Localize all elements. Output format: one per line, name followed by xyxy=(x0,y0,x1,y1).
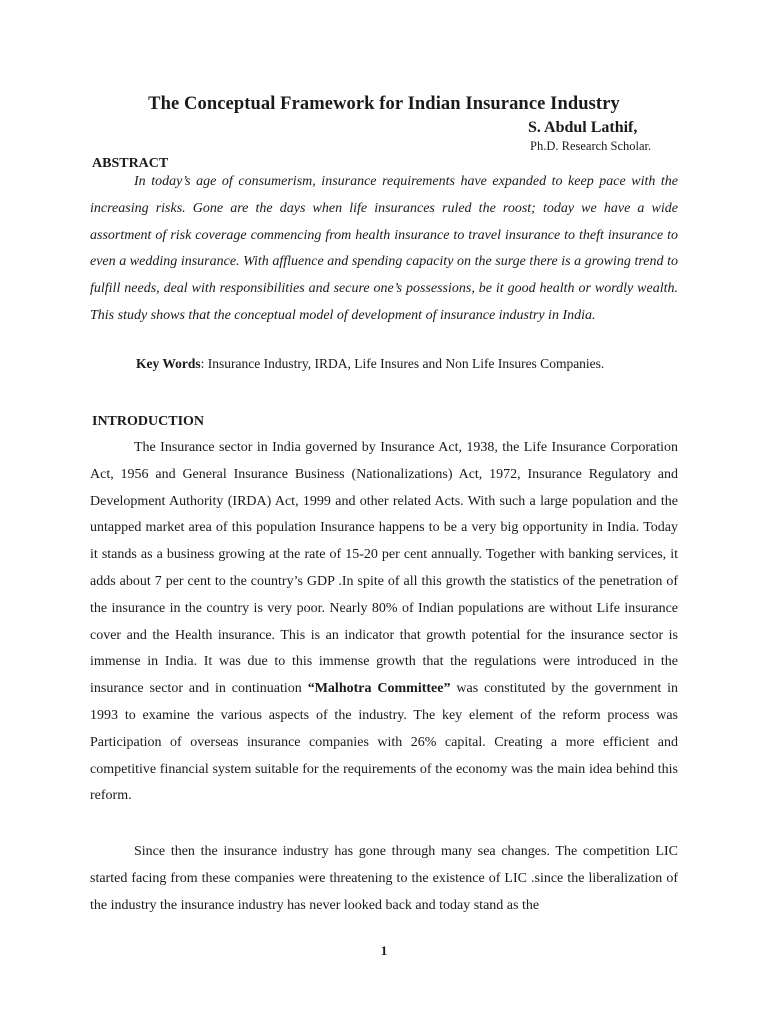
paragraph-1-text-end: was constituted by the government in 1993 to examine the various aspects of the industry. The key element of the reform process was Participation of overseas insurance companies with 26% capital. Creating a more efficient and competitive financial system suitable for the requirements of the economy was the main idea behind this reform. xyxy=(90,681,679,804)
abstract-text: In today’s age of consumerism, insurance requirements have expanded to keep pace with the increasing risks. Gone are the days when life insurances ruled the roost; today we have a wide assortment of risk coverage commencing from health insurance to travel insurance to theft insurance to even a wedding insurance. With affluence and spending capacity on the surge there is a growing trend to fulfill needs, deal with responsibilities and secure one’s possessions, be it good health or wordly wealth. This study shows that the conceptual model of development of insurance industry in India. xyxy=(90,174,678,323)
paper-title: The Conceptual Framework for Indian Insurance Industry xyxy=(148,94,620,114)
introduction-paragraph-1 xyxy=(90,435,678,810)
keywords-label: Key Words xyxy=(136,356,201,371)
introduction-heading: INTRODUCTION xyxy=(92,414,205,429)
introduction-paragraph-2: Since then the insurance industry has gone through many sea changes. The competition LIC started facing from these companies were threatening to the existence of LIC .since the liberalization of the industry the insurance industry has never looked back and today stand as the xyxy=(90,844,678,913)
paragraph-1-text-start: The Insurance sector in India governed by Insurance Act, 1938, the Life Insurance Corporation Act, 1956 and General Insurance Business (Nationalizations) Act, 1972, Insurance Regulatory and Development Authority (IRDA) Act, 1999 and other related Acts. With such a large population and the untapped market area of this population Insurance happens to be a very big opportunity in India. Today it stands as a business growing at the rate of 15-20 per cent annually. Together with banking services, it adds about 7 per cent to the country’s GDP .In spite of all this growth the statistics of the penetration of the insurance in the country is very poor. Nearly 80% of Indian populations are without Life insurance cover and the Health insurance. This is an indicator that growth potential for the insurance sector is immense in India. It was due to this immense growth that the regulations were introduced in the insurance sector and in continuation xyxy=(90,440,678,697)
keywords-text: Insurance Industry, IRDA, Life Insures and Non Life Insures Companies. xyxy=(207,356,605,371)
keywords-line xyxy=(136,356,604,372)
malhotra-committee-emphasis: “Malhotra Committee” xyxy=(307,681,451,697)
author-affiliation: Ph.D. Research Scholar. xyxy=(530,139,652,153)
page-number: 1 xyxy=(380,943,388,958)
keywords-separator: : xyxy=(200,356,208,371)
abstract-heading: ABSTRACT xyxy=(92,156,169,171)
author-name: S. Abdul Lathif, xyxy=(528,119,638,136)
